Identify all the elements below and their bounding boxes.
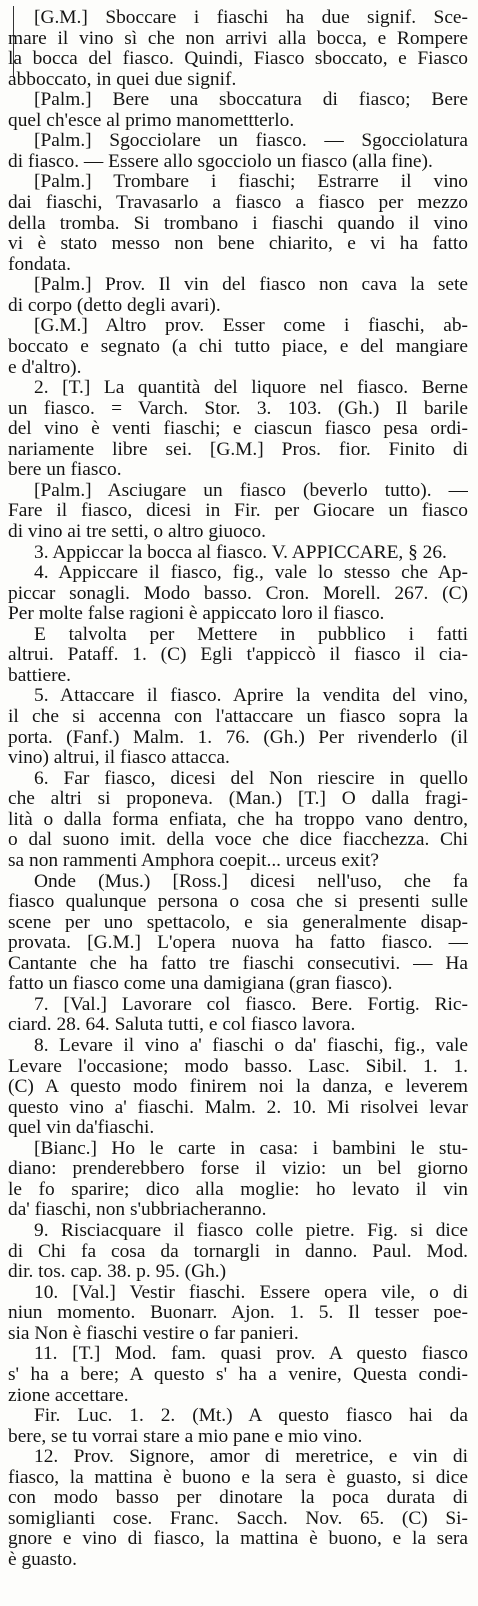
text-line: [Palm.] Bere una sboccatura di fiasco; Bere bbox=[34, 89, 468, 111]
text-line: porta. (Fanf.) Malm. 1. 76. (Gh.) Per rivenderlo (il bbox=[8, 726, 468, 748]
text-line: [Palm.] Trombare i fiaschi; Estrarre il vino bbox=[34, 171, 468, 193]
text-line: sia Non è fiaschi vestire o far panieri. bbox=[8, 1322, 299, 1344]
text-line: 5. Attaccare il fiasco. Aprire la vendita del vino, bbox=[34, 685, 468, 707]
text-line: 8. Levare il vino a' fiaschi o da' fiaschi, fig., vale bbox=[34, 1035, 468, 1056]
text-line: [Bianc.] Ho le carte in casa: i bambini le stu- bbox=[34, 1137, 468, 1159]
text-line: s' ha a bere; A questo s' ha a venire, Questa condi- bbox=[8, 1363, 468, 1385]
text-line: fondata. bbox=[8, 253, 71, 275]
text-line: le fo sparire; dico alla moglie: ho levato il vin bbox=[8, 1178, 468, 1200]
text-line: abboccato, in quei due signif. bbox=[8, 68, 237, 90]
text-line: 11. [T.] Mod. fam. quasi prov. A questo fiasco bbox=[34, 1343, 468, 1365]
text-line: fiasco, la mattina è buono e la sera è guasto, si dice bbox=[8, 1466, 468, 1488]
text-line: boccato e segnato (a chi tutto piace, e del mangiare bbox=[8, 335, 468, 357]
text-line: provata. [G.M.] L'opera nuova ha fatto fiasco. — bbox=[8, 932, 468, 954]
text-line: fiasco qualunque persona o cosa che si presenti sulle bbox=[8, 891, 468, 913]
text-line: 10. [Val.] Vestir fiaschi. Essere opera vile, o di bbox=[34, 1281, 468, 1303]
text-line: lità o dalla forma enfiata, che ha troppo vano dentro, bbox=[8, 808, 468, 830]
text-line: somiglianti cose. Franc. Sacch. Nov. 65. (C) Si- bbox=[8, 1507, 468, 1529]
text-line: E talvolta per Mettere in pubblico i fatti bbox=[34, 623, 468, 645]
text-line: ciard. 28. 64. Saluta tutti, e col fiasco lavora. bbox=[8, 1014, 356, 1036]
text-line: niun momento. Buonarr. Ajon. 1. 5. Il tesser poe- bbox=[8, 1302, 468, 1324]
text-line: fatto un fiasco come una damigiana (gran fiasco). bbox=[8, 973, 393, 995]
text-line: che altri si proponeva. (Man.) [T.] O dalla fragi- bbox=[8, 788, 468, 810]
text-line: battiere. bbox=[8, 664, 71, 686]
text-line: 2. [T.] La quantità del liquore nel fiasco. Berne bbox=[34, 377, 468, 399]
text-line: quel ch'esce al primo manomettterlo. bbox=[8, 109, 295, 131]
text-line: [G.M.] Sboccare i fiaschi ha due signif. Sce- bbox=[34, 7, 468, 28]
text-line: dir. tos. cap. 38. p. 95. (Gh.) bbox=[8, 1261, 227, 1283]
text-line: 12. Prov. Signore, amor di meretrice, e vin di bbox=[34, 1446, 468, 1468]
text-line: con modo basso per dinotare la poca durata di bbox=[8, 1487, 468, 1509]
text-line: un fiasco. = Varch. Stor. 3. 103. (Gh.) Il barile bbox=[8, 397, 468, 419]
text-line: [Palm.] Sgocciolare un fiasco. — Sgocciolatura bbox=[34, 130, 468, 152]
text-line: scene per uno spettacolo, e sia generalmente disap- bbox=[8, 911, 468, 933]
text-line: mare il vino sì che non arrivi alla bocca, e Rompere bbox=[8, 27, 468, 49]
text-line: [G.M.] Altro prov. Esser come i fiaschi, ab- bbox=[34, 315, 468, 337]
text-line: Fir. Luc. 1. 2. (Mt.) A questo fiasco hai da bbox=[34, 1405, 468, 1427]
text-line: di Chi fa cosa da tornargli in danno. Paul. Mod. bbox=[8, 1240, 468, 1262]
text-line: diano: prenderebbero forse il vizio: un bel giorno bbox=[8, 1158, 468, 1180]
text-line: della tromba. Si trombano i fiaschi quando il vino bbox=[8, 212, 468, 234]
text-line: Per molte false ragioni è appiccato loro il fiasco. bbox=[8, 603, 385, 625]
text-line: dai fiaschi, Travasarlo a fiasco a fiasco per mezzo bbox=[8, 192, 468, 214]
text-line: quel vin da'fiaschi. bbox=[8, 1117, 155, 1139]
text-line: di corpo (detto degli avari). bbox=[8, 294, 221, 316]
text-line: Fare il fiasco, dicesi in Fir. per Giocare un fiasco bbox=[8, 500, 468, 522]
text-line: o dal suono imit. della voce che dice fiacchezza. Chi bbox=[8, 829, 468, 851]
text-line: 4. Appiccare il fiasco, fig., vale lo stesso che Ap- bbox=[34, 562, 468, 584]
text-line: piccar sonagli. Modo basso. Cron. Morell. 267. (C) bbox=[8, 582, 468, 604]
text-line: 7. [Val.] Lavorare col fiasco. Bere. Fortig. Ric- bbox=[34, 993, 468, 1015]
text-line: di fiasco. — Essere allo sgocciolo un fiasco (alla fine). bbox=[8, 150, 433, 172]
text-line: Levare l'occasione; modo basso. Lasc. Sibil. 1. 1. bbox=[8, 1055, 468, 1077]
text-line: 3. Appiccar la bocca al fiasco. V. APPICCARE, § 26. bbox=[34, 541, 447, 563]
text-line: altrui. Pataff. 1. (C) Egli t'appiccò il fiasco il cia- bbox=[8, 644, 468, 666]
text-line: gnore e vino di fiasco, la mattina è buono, e la sera bbox=[8, 1528, 468, 1550]
text-line: da' fiaschi, non s'ubbriacheranno. bbox=[8, 1199, 267, 1221]
text-line: 9. Risciacquare il fiasco colle pietre. Fig. si dice bbox=[34, 1220, 468, 1242]
text-line: bere, se tu vorrai stare a mio pane e mio vino. bbox=[8, 1425, 363, 1447]
text-line: vi è stato messo non bene chiarito, e vi ha fatto bbox=[8, 233, 468, 255]
text-line: e d'altro). bbox=[8, 356, 82, 378]
text-line: il che si accenna con l'attaccare un fiasco sopra la bbox=[8, 706, 468, 728]
text-line: è guasto. bbox=[8, 1549, 77, 1570]
text-line: questo vino a' fiaschi. Malm. 2. 10. Mi risolvei levar bbox=[8, 1096, 468, 1118]
text-line: la bocca del fiasco. Quindi, Fiasco sboccato, e Fiasco bbox=[8, 48, 468, 70]
text-line: zione accettare. bbox=[8, 1384, 129, 1406]
text-line: (C) A questo modo finirem noi la danza, e leverem bbox=[8, 1076, 468, 1098]
text-line: vino) altrui, il fiasco attacca. bbox=[8, 747, 230, 769]
text-line: nariamente libre sei. [G.M.] Pros. fior. Finito di bbox=[8, 438, 468, 460]
text-line: [Palm.] Prov. Il vin del fiasco non cava la sete bbox=[34, 274, 468, 296]
text-line: sa non rammenti Amphora coepit... urceus exit? bbox=[8, 849, 380, 871]
text-line: di vino ai tre setti, o altro giuoco. bbox=[8, 521, 266, 542]
text-line: Cantante che ha fatto tre fiaschi consecutivi. — Ha bbox=[8, 952, 468, 974]
text-line: del vino è venti fiaschi; e ciascun fiasco pesa ordi- bbox=[8, 418, 468, 440]
text-line: bere un fiasco. bbox=[8, 459, 122, 481]
text-line: 6. Far fiasco, dicesi del Non riescire in quello bbox=[34, 767, 468, 789]
text-line: Onde (Mus.) [Ross.] dicesi nell'uso, che fa bbox=[34, 870, 468, 892]
text-line: [Palm.] Asciugare un fiasco (beverlo tutto). — bbox=[34, 479, 468, 501]
